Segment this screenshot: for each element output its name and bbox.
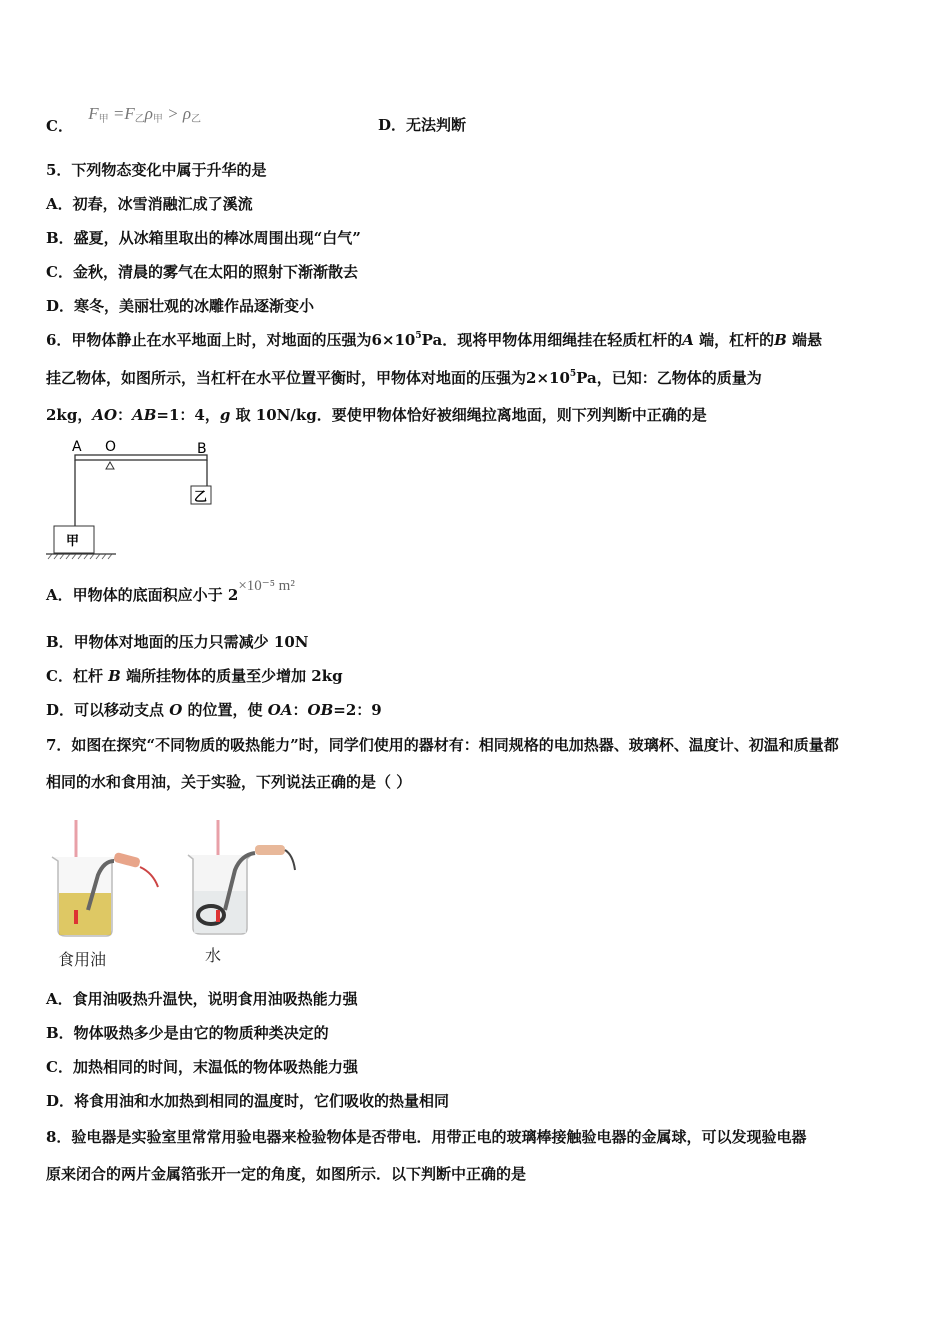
text-segment: A: [682, 331, 694, 349]
text-segment: AB: [132, 406, 157, 424]
q4-option-c: [46, 104, 202, 138]
text-segment: 相同的水和食用油，关于实验，下列说法正确的是（ ）: [46, 773, 412, 791]
text-segment: 8．验电器是实验室里常常用验电器来检验物体是否带电．用带正电的玻璃棒接触验电器的金属球，可以发现验电器: [46, 1128, 807, 1146]
text-segment: B．盛夏，从冰箱里取出的棒冰周围出现“白气”: [46, 229, 361, 247]
q5-option-d: [46, 296, 314, 316]
text-segment: 2kg，: [46, 406, 93, 424]
beaker-water-image: [185, 815, 310, 940]
q4-option-d: D．无法判断: [378, 116, 467, 134]
text-segment: =2：9: [333, 701, 382, 719]
label-b: B: [197, 441, 207, 457]
text-segment: C．杠杆: [46, 667, 109, 685]
text-segment: B．物体吸热多少是由它的物质种类决定的: [46, 1024, 329, 1042]
q5-option-b: [46, 228, 361, 248]
q6-option-d: [46, 700, 382, 720]
text-segment: C．金秋，清晨的雾气在太阳的照射下渐渐散去: [46, 263, 358, 281]
q6-stem-2: [46, 368, 762, 388]
text-segment: Pa．现将甲物体用细绳挂在轻质杠杆的: [421, 331, 683, 349]
q6-option-a: [46, 578, 295, 606]
text-segment: C．加热相同的时间，末温低的物体吸热能力强: [46, 1058, 358, 1076]
q5-option-c: [46, 262, 358, 282]
q6-option-b: [46, 632, 309, 652]
text-segment: 7．如图在探究“不同物质的吸热能力”时，同学们使用的器材有：相同规格的电加热器、玻璃杯、温度计、初温和质量都: [46, 736, 839, 754]
text-segment: 端所挂物体的质量至少增加 2kg: [120, 667, 343, 685]
q7-stem-1: [46, 735, 839, 755]
q7-option-d: [46, 1091, 449, 1111]
text-segment: B: [774, 331, 787, 349]
q8-stem-1: [46, 1127, 806, 1147]
text-segment: OA: [267, 701, 293, 719]
text-segment: 5．下列物态变化中属于升华的是: [46, 161, 267, 179]
text-segment: 5: [415, 331, 422, 341]
svg-text:甲: 甲: [66, 534, 80, 549]
text-segment: Pa，已知：乙物体的质量为: [576, 369, 762, 387]
text-segment: =1：4，: [156, 406, 220, 424]
text-segment: AO: [92, 406, 118, 424]
caption-oil: 食用油: [58, 950, 107, 969]
label-o: O: [105, 439, 117, 455]
text-segment: B: [108, 667, 121, 685]
fulcrum-icon: [106, 462, 114, 469]
label-a: A: [72, 439, 82, 455]
text-segment: A．食用油吸热升温快，说明食用油吸热能力强: [46, 990, 358, 1008]
text-segment: 原来闭合的两片金属箔张开一定的角度，如图所示．以下判断中正确的是: [46, 1165, 527, 1183]
text-segment: ：: [292, 701, 308, 719]
option-label: C．: [46, 117, 73, 135]
q7-option-b: [46, 1023, 329, 1043]
text-segment: 6．甲物体静止在水平地面上时，对地面的压强为6×10: [46, 331, 416, 349]
text-segment: 挂乙物体，如图所示，当杠杆在水平位置平衡时，甲物体对地面的压强为2×10: [46, 369, 570, 387]
q6-stem-1: [46, 330, 822, 350]
text-segment: O: [169, 701, 183, 719]
q5-stem: [46, 160, 266, 180]
text-segment: D．可以移动支点: [46, 701, 170, 719]
text-segment: B．甲物体对地面的压力只需减少 10N: [46, 633, 309, 651]
q6-stem-3: [46, 405, 707, 425]
text-segment: ：: [117, 406, 133, 424]
text-segment: 取 10N/kg．要使甲物体恰好被细绳拉离地面，则下列判断中正确的是: [230, 406, 707, 424]
text-segment: A．甲物体的底面积应小于 2: [46, 586, 239, 604]
q8-stem-2: [46, 1164, 526, 1184]
text-segment: 端悬: [786, 331, 822, 349]
text-segment: D．寒冬，美丽壮观的冰雕作品逐渐变小: [46, 297, 315, 315]
text-segment: g: [219, 406, 231, 424]
text-segment: A．初春，冰雪消融汇成了溪流: [46, 195, 253, 213]
lever-diagram: [44, 436, 224, 560]
q6-option-c: [46, 666, 343, 686]
text-segment: ×10⁻⁵ m²: [238, 578, 295, 594]
q5-option-a: [46, 194, 253, 214]
text-segment: 端，杠杆的: [693, 331, 775, 349]
formula: $F_甲 =F_乙\rho_甲 > \rho_乙$: [88, 104, 202, 125]
text-segment: OB: [307, 701, 334, 719]
lever-bar: [75, 455, 207, 460]
text-segment: 5: [569, 369, 577, 379]
q7-stem-2: [46, 772, 411, 792]
text-segment: 的位置，使: [182, 701, 268, 719]
svg-text:乙: 乙: [194, 490, 208, 505]
text-segment: D．将食用油和水加热到相同的温度时，它们吸收的热量相同: [46, 1092, 450, 1110]
caption-water: 水: [205, 946, 222, 965]
q7-option-a: [46, 989, 358, 1009]
q7-option-c: [46, 1057, 358, 1077]
beaker-oil-image: [48, 815, 173, 940]
